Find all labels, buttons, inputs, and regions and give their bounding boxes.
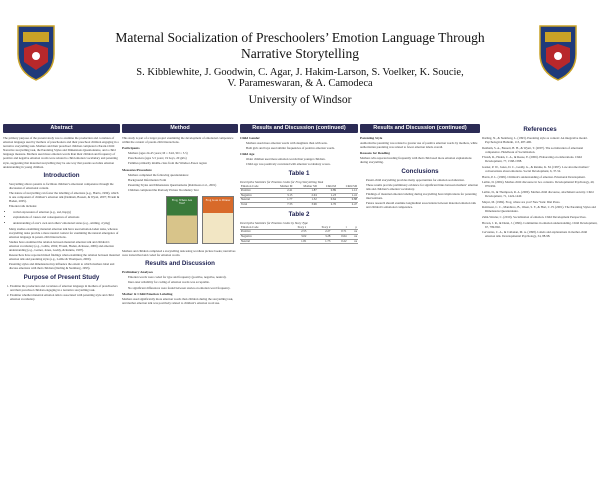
table-1 <box>240 185 358 208</box>
table-cell: t <box>331 226 347 230</box>
authors-line-2: V. Parameswaran, & A. Camodeca <box>227 78 373 89</box>
table-cell: Child SD <box>337 185 358 189</box>
purpose-item: 2. Examine whether maternal emotion talk is associated with parenting style and child emotion vocabulary. <box>10 293 120 301</box>
intro-paragraph-5: • Researchers have reported mixed findings when examining the relation between maternal emotion talk and parenting style (e.g., Laible & Thompson, 2000). <box>9 253 120 261</box>
emotion-talk-item: • explanations of causes and consequences of emotions <box>13 215 120 219</box>
table-cell: 2.27 <box>307 230 331 235</box>
child-gender-item: • Mothers used more emotion words with daughters than with sons. <box>246 141 358 145</box>
table-cell: 0.22 <box>331 239 347 244</box>
intro-list-title: • Emotion talk includes: <box>9 204 120 208</box>
reference-item: Garner, P. W., Jones, D. C., Gaddy, G., & Rennie, K. M. (1997). Low-income mothers’ conversations about emotions. Social Development, 6, 37-52. <box>482 165 590 174</box>
table-row <box>240 239 358 244</box>
child-age-item: • Older children used more emotion words than younger children. <box>246 157 358 161</box>
storybook-cover-1 <box>166 196 198 244</box>
child-age-heading: Child Age <box>240 152 255 157</box>
child-age-item: • Child age was positively correlated with emotion vocabulary scores. <box>246 162 358 166</box>
participants-item: • Preschoolers (ages 3-5 years; 19 boys, 20 girls) <box>128 156 238 160</box>
affiliation: University of Windsor <box>248 94 352 106</box>
results-item: • Inter-rater reliability for coding of emotion words was acceptable. <box>128 280 238 284</box>
table-cell: Mother M <box>271 185 294 189</box>
reference-item: Laible, D. (2004). Mother-child discourse in two contexts. Developmental Psychology, 40, 979-992. <box>482 180 595 189</box>
emotion-talk-list <box>3 210 120 224</box>
table-cell: 1.23 <box>318 193 337 198</box>
conclusions-heading: Conclusions <box>401 167 439 175</box>
preliminary-heading: Preliminary Analyses <box>122 270 153 275</box>
table2-heading: Table 2 <box>288 210 310 218</box>
column-1 <box>3 124 120 474</box>
reference-item: Denham, S. A., Bassett, H. H., & Wyatt, T. (2007). The socialization of emotional competence. Handbook of Socialization. <box>482 145 584 154</box>
table-cell: 7.33 <box>271 203 294 208</box>
purpose-heading: Purpose of Present Study <box>23 273 100 281</box>
conclusions-item: • Parent-child storytelling provides many opportunities for emotion socialization. <box>366 178 480 182</box>
introduction-heading: Introduction <box>43 171 80 179</box>
table-cell: 1.77 <box>271 198 294 203</box>
reference-item: Fivush, R., Haden, C. A., & Reese, E. (2006). Elaborating on elaborations. Child Development, 77, 1568-1588. <box>482 155 582 164</box>
child-gender-item: • Both girls and boys used similar frequencies of positive emotion words. <box>246 146 358 150</box>
table-cell: Mother SD <box>293 185 317 189</box>
conclusions-item: • Findings of maternal emotion labeling during storytelling have implications for parenting interventions. <box>366 192 480 200</box>
purpose-item: 1. Examine the production and correlates of emotion language in mothers of preschoolers and their preschool children engaging in a narrative storytelling task. <box>10 284 120 292</box>
conclusions-item: • These results provide preliminary evidence for significant links between mothers’ emotion talk and children’s emotion vocabulary. <box>366 183 480 191</box>
table-cell: 0.89 <box>318 189 337 194</box>
table-cell: 1.12 <box>337 189 358 194</box>
abstract-bar <box>3 124 120 133</box>
measures-heading: Measures/Procedure <box>122 167 152 172</box>
table-cell: 0.64 <box>331 234 347 239</box>
reference-item: Harris, P. L. (1999). Children’s understanding of emotion. Emotional Development. <box>482 174 586 179</box>
table-cell: 0.88 <box>337 198 358 203</box>
reference-item: Darling, N., & Steinberg, L. (1993). Parenting style as context: An integrative model. Psychological Bulletin, 113, 487-496. <box>482 136 588 145</box>
table-cell: Positive <box>240 230 283 235</box>
intro-paragraph-6: • Parenting styles and dimensions may influence the extent to which mothers label and discuss emotions with their children (Darling & Steinberg, 1993). <box>9 262 120 270</box>
table-cell: 1.73 <box>307 239 331 244</box>
table2-caption: Descriptive Statistics for Emotion Codes by Story Type <box>240 220 308 225</box>
table-cell: Story 1 <box>283 226 307 230</box>
emotion-talk-item: • verbal expression of emotion (e.g., sad, happy) <box>13 210 120 214</box>
university-crest-right-icon <box>536 22 580 82</box>
storybook-title-1: Frog, Where Are You? <box>171 198 193 206</box>
table-cell: 1.81 <box>283 239 307 244</box>
table-cell: 2.04 <box>293 193 317 198</box>
results-continued-bar-2 <box>360 124 480 133</box>
procedure-text: Mothers and children completed a storytelling task using wordless picture books; narratives were transcribed and coded for emotion words. <box>122 249 236 258</box>
participants-heading: Participants <box>122 146 140 151</box>
intro-list-1 <box>3 182 120 209</box>
parenting-style-text: Authoritative parenting was related to greater use of positive emotion words by mothers, while authoritarian parenting was related to fewer emotion labels overall. <box>360 141 478 150</box>
table-cell: Emotion Code <box>240 185 271 189</box>
intro-paragraph-2: • The nature of storytelling can foster the labelling of emotions (e.g., Harris, 1999), which is one component of children’s emotion talk (Denham, Bassett, & Wyatt, 2007; Fivush & Haden, 2005). <box>9 191 120 203</box>
results-list <box>122 275 238 289</box>
results-item: • Emotion words were coded for type and frequency (positive, negative, neutral). <box>128 275 238 279</box>
storybook-images <box>122 194 238 246</box>
table1-heading: Table 1 <box>288 169 310 177</box>
results-item: • No significant differences were found between stories on emotion word frequency. <box>128 286 238 290</box>
table-cell: 3.28 <box>307 234 331 239</box>
storybook-cover-2 <box>202 196 234 244</box>
table-cell: Negative <box>240 234 283 239</box>
table-cell: 2.55 <box>283 230 307 235</box>
title-line-2: Narrative Storytelling <box>240 46 360 61</box>
conclusions-item: • Future research should examine longitudinal associations between maternal emotion talk and children’s emotional competence. <box>366 201 480 209</box>
results-continued-heading: Results and Discussion (continued) <box>252 125 346 131</box>
table-cell: 1.41 <box>337 193 358 198</box>
reference-item: Mayer, M. (1969). Frog, where are you? New York: Dial Press. <box>482 199 561 204</box>
poster-header <box>0 0 600 118</box>
table-cell: 1.32 <box>293 198 317 203</box>
storybook-title-2: Frog Goes to Dinner <box>205 198 231 203</box>
references-heading: References <box>523 126 557 133</box>
results-continued-heading-2: Results and Discussion (continued) <box>373 125 467 131</box>
parenting-style-heading: Parenting Style <box>360 136 383 140</box>
intro-list-2 <box>3 227 120 271</box>
table-cell: 3.02 <box>283 234 307 239</box>
table-cell: Neutral <box>240 239 283 244</box>
table-2 <box>240 226 358 244</box>
table-cell: Positive <box>240 189 271 194</box>
participants-item: • Mothers (ages 24-45 years; M = 34.6, SD = 5.5) <box>128 151 238 155</box>
reasons-reading-text: Mothers who reported reading frequently with their child used more emotion explanations during storytelling. <box>360 156 472 165</box>
table-cell: 2.47 <box>337 203 358 208</box>
reference-item: Laible, D., & Thompson, R. A. (2000). Mother-child discourse, attachment security. Child Development, 71, 1424-1440. <box>482 190 594 199</box>
poster-title <box>70 30 530 62</box>
table1-caption: Descriptive Statistics for Emotion Codes for Frog Storytelling Task <box>240 179 324 184</box>
table-cell: Total <box>240 203 271 208</box>
table-cell: Story 2 <box>307 226 331 230</box>
table-cell: ns <box>348 239 358 244</box>
measures-list <box>122 173 238 192</box>
table-cell: 1.87 <box>293 189 317 194</box>
measures-item: • Children completed the Peabody Picture Vocabulary Test <box>128 188 238 192</box>
intro-paragraph-4: • Studies have examined the relation between maternal emotion talk and children’s emotion vocabulary (e.g., Laible, 2004; Fivush, Haden, & Reese, 2006) and emotion understanding (e.g., Garner, Jones, Gaddy, & Rennie, 1997). <box>9 240 120 252</box>
university-crest-left-icon <box>14 22 58 82</box>
mother-child-heading: Mother & Child Emotion Labeling <box>122 291 173 296</box>
table-cell: ns <box>348 234 358 239</box>
method-heading: Method <box>170 125 190 131</box>
table-cell: 2.41 <box>271 189 294 194</box>
authors <box>70 67 530 89</box>
abstract-text: The primary purpose of the present study was to examine the production and correlates of emotion language used by mothers of preschoolers and their preschool children engaging in a narrative storytelling task. Mothers and their preschool children completed a Parent-Child Narrative storytelling task, the Parenting Styles and Dimensions Questionnaire, and a child language measure. Mothers used more emotion words than their children and frequency of positive and negative emotion words were related to child emotion vocabulary and parenting style, suggesting that maternal storytelling may be one way that parents socialize emotion understanding in young children. <box>3 136 119 169</box>
participants-intro: This study is part of a larger project examining the development of emotional competence within the context of parent-child interactions. <box>122 136 234 145</box>
participants-list <box>122 151 238 165</box>
table-cell: 3.96 <box>293 203 317 208</box>
table-cell: Emotion Code <box>240 226 283 230</box>
purpose-list <box>3 284 120 301</box>
intro-paragraph-3: • Many studies examining maternal emotion talk have used emotion-laden tasks, whereas storytelling tasks provide a more neutral context for examining the natural emergence of emotion language in parent–child interactions. <box>9 227 120 239</box>
table-cell: Neutral <box>240 198 271 203</box>
table-cell: 0.64 <box>318 198 337 203</box>
table-row <box>240 203 358 208</box>
table-cell: 3.15 <box>271 193 294 198</box>
table-cell: Negative <box>240 193 271 198</box>
column-3 <box>240 124 358 474</box>
conclusions-list <box>360 178 480 210</box>
emotion-talk-item: • understanding of one’s own and others’ emotional states (e.g., smiling, crying) <box>13 221 120 225</box>
participants-item: • Families primarily middle-class from the Windsor-Essex region <box>128 161 238 165</box>
reference-item: Zahn-Waxler, C. (2010). Socialization of emotion. Child Development Perspectives. <box>482 215 587 219</box>
child-gender-list <box>240 141 358 150</box>
child-age-list <box>240 157 358 166</box>
reasons-reading-heading: Reasons for Reading <box>360 151 390 156</box>
measures-item: • Mothers completed the following questionnaires: <box>128 173 238 177</box>
table-cell: 0.71 <box>331 230 347 235</box>
reference-item: Cervantes, C. A., & Callanan, M. A. (1998). Labels and explanations in mother-child emotion talk. Developmental Psychology, 34, 88-98. <box>482 230 588 239</box>
child-gender-heading: Child Gender <box>240 136 260 140</box>
table-cell: Child M <box>318 185 337 189</box>
intro-paragraph-1: • Storytelling allows parents to facilitate children’s emotional competence through the discussion of emotional content. <box>9 182 120 190</box>
reference-item: Robinson, C. C., Mandleco, B., Olsen, S. F., & Hart, C. H. (2001). The Parenting Styles and Dimensions Questionnaire. <box>482 205 596 214</box>
method-bar <box>122 124 238 133</box>
column-4 <box>360 124 480 474</box>
column-2 <box>122 124 238 474</box>
table-cell: 2.76 <box>318 203 337 208</box>
table-cell: p <box>348 226 358 230</box>
authors-line-1: S. Kibblewhite, J. Goodwin, C. Agar, J. Hakim-Larson, S. Voelker, K. Soucie, <box>136 67 464 78</box>
title-line-1: Maternal Socialization of Preschoolers’ Emotion Language Through <box>115 30 485 45</box>
measures-item: • Background Information Form <box>128 178 238 182</box>
measures-item: • Parenting Styles and Dimensions Questionnaire (Robinson et al., 2001) <box>128 183 238 187</box>
results-continued-bar <box>240 124 358 133</box>
results-heading: Results and Discussion <box>145 260 215 268</box>
abstract-heading: Abstract <box>50 125 73 131</box>
table-cell: ns <box>348 230 358 235</box>
column-5 <box>482 124 598 474</box>
mother-child-text: Mothers used significantly more emotion words than children during the storytelling task, and mother emotion talk was positively related to children’s emotion word use. <box>122 296 234 305</box>
reference-item: Brown, J. R., & Dunn, J. (1996). Continuities in emotion understanding. Child Development, 67, 789-802. <box>482 220 598 229</box>
